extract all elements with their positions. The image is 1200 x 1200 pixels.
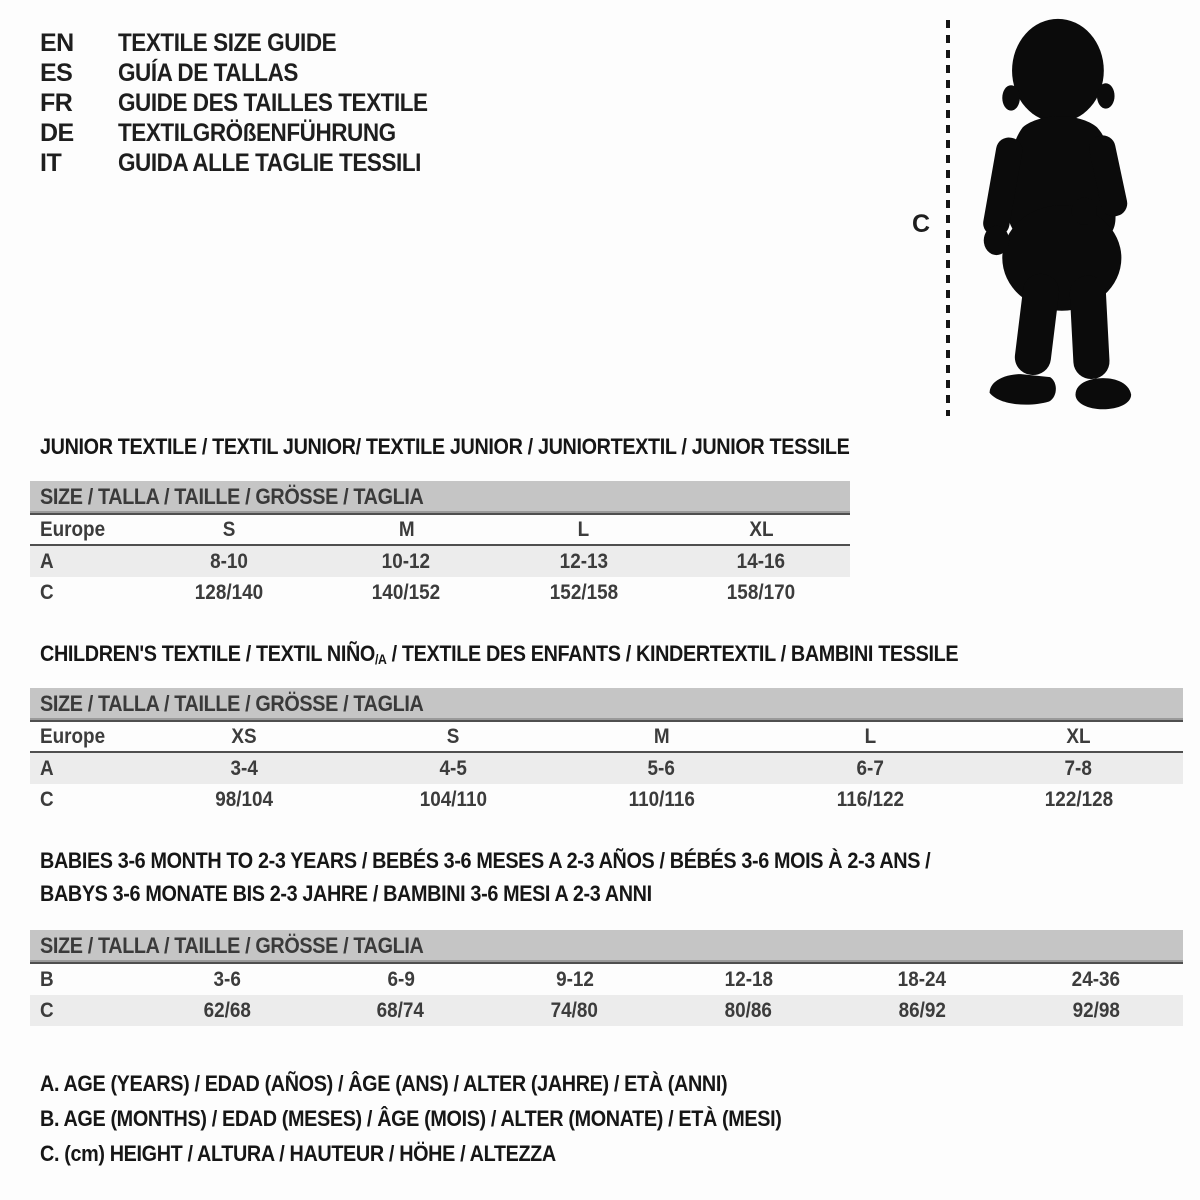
age-cell-text: 12-18 bbox=[724, 967, 773, 991]
table-row-height bbox=[30, 784, 1183, 815]
age-cell-text: 8-10 bbox=[209, 549, 248, 573]
size-cell bbox=[673, 518, 851, 542]
lang-row-it bbox=[40, 148, 462, 178]
height-cell-text: 128/140 bbox=[194, 580, 263, 604]
size-cell-text: XL bbox=[749, 517, 774, 541]
row-label-text: Europe bbox=[40, 517, 106, 541]
age-cell bbox=[318, 550, 496, 574]
size-cell bbox=[140, 518, 318, 542]
age-cell bbox=[557, 757, 766, 781]
size-header-text: SIZE / TALLA / TAILLE / GRÖSSE / TAGLIA bbox=[40, 933, 424, 958]
height-cell-text: 92/98 bbox=[1072, 998, 1120, 1022]
lang-title: TEXTILE SIZE GUIDE bbox=[118, 28, 337, 57]
legend-height-cm-text: C. (cm) HEIGHT / ALTURA / HAUTEUR / HÖHE / ALTEZZA bbox=[40, 1141, 556, 1166]
lang-code: DE bbox=[40, 118, 74, 147]
row-label-text: C bbox=[40, 787, 54, 811]
lang-title: GUIDE DES TAILLES TEXTILE bbox=[118, 88, 428, 117]
height-cell bbox=[140, 999, 314, 1023]
height-cell bbox=[314, 999, 488, 1023]
size-cell-text: M bbox=[398, 517, 415, 541]
children-section-title-text bbox=[40, 641, 958, 667]
lang-code: IT bbox=[40, 148, 62, 177]
height-cell-text: 86/92 bbox=[898, 998, 946, 1022]
height-cell bbox=[488, 999, 662, 1023]
table-row-age-months bbox=[30, 964, 1183, 995]
age-cell-text: 12-13 bbox=[559, 549, 608, 573]
height-cell-text: 80/86 bbox=[724, 998, 773, 1022]
height-dashed-line bbox=[946, 20, 950, 416]
age-cell bbox=[488, 968, 662, 992]
children-size-table bbox=[30, 688, 1183, 815]
age-cell bbox=[140, 968, 314, 992]
junior-section-title bbox=[40, 434, 939, 460]
row-label-text: A bbox=[40, 756, 54, 780]
height-cell-text: 110/116 bbox=[628, 787, 695, 811]
size-cell-text: L bbox=[577, 517, 590, 541]
height-cell bbox=[140, 581, 318, 605]
age-cell bbox=[974, 757, 1183, 781]
age-cell-text: 24-36 bbox=[1071, 967, 1121, 991]
age-cell bbox=[673, 550, 851, 574]
height-cell-text: 74/80 bbox=[550, 998, 599, 1022]
height-cell bbox=[1009, 999, 1183, 1023]
age-cell-text: 18-24 bbox=[898, 967, 947, 991]
age-cell-text: 4-5 bbox=[439, 756, 467, 780]
children-title-pre: CHILDREN'S TEXTILE / TEXTIL NIÑO bbox=[40, 641, 375, 666]
children-section-title bbox=[40, 641, 1060, 667]
row-label-text: Europe bbox=[40, 724, 106, 748]
age-cell bbox=[140, 757, 349, 781]
age-cell bbox=[495, 550, 673, 574]
lang-code: ES bbox=[40, 58, 73, 87]
babies-section-title bbox=[40, 844, 1029, 910]
age-cell bbox=[1009, 968, 1183, 992]
height-cell-text: 152/158 bbox=[549, 580, 618, 604]
age-cell-text: 6-7 bbox=[856, 756, 884, 780]
height-cell bbox=[661, 999, 835, 1023]
row-label-text: A bbox=[40, 549, 54, 573]
age-cell-text: 7-8 bbox=[1065, 756, 1093, 780]
height-cell bbox=[673, 581, 851, 605]
table-row-age bbox=[30, 546, 850, 577]
height-cell bbox=[318, 581, 496, 605]
size-header-bar bbox=[30, 930, 1183, 962]
size-cell-text: XS bbox=[231, 724, 257, 748]
age-cell bbox=[661, 968, 835, 992]
table-row-height bbox=[30, 577, 850, 608]
age-cell-text: 9-12 bbox=[555, 967, 594, 991]
babies-size-table bbox=[30, 930, 1183, 1026]
table-row-europe bbox=[30, 515, 850, 546]
row-label bbox=[30, 999, 140, 1023]
height-cell-text: 62/68 bbox=[203, 998, 251, 1022]
size-cell-text: S bbox=[446, 724, 460, 748]
age-cell bbox=[314, 968, 488, 992]
size-header-text: SIZE / TALLA / TAILLE / GRÖSSE / TAGLIA bbox=[40, 484, 424, 509]
size-cell bbox=[766, 725, 975, 749]
lang-row-es bbox=[40, 58, 462, 88]
row-label bbox=[30, 581, 140, 605]
age-cell-text: 14-16 bbox=[737, 549, 786, 573]
age-cell-text: 3-6 bbox=[213, 967, 241, 991]
height-cell-text: 122/128 bbox=[1044, 787, 1113, 811]
size-header-text: SIZE / TALLA / TAILLE / GRÖSSE / TAGLIA bbox=[40, 691, 424, 716]
lang-row-de bbox=[40, 118, 462, 148]
height-cell bbox=[835, 999, 1009, 1023]
legend-height-cm bbox=[40, 1136, 864, 1171]
legend-age-years bbox=[40, 1066, 864, 1101]
row-label-text: C bbox=[40, 580, 54, 604]
size-cell bbox=[974, 725, 1183, 749]
height-cell bbox=[974, 788, 1183, 812]
baby-silhouette-icon bbox=[962, 12, 1148, 422]
row-label-text: C bbox=[40, 998, 54, 1022]
size-cell bbox=[140, 725, 349, 749]
table-body bbox=[30, 513, 850, 608]
height-cell-text: 68/74 bbox=[377, 998, 425, 1022]
junior-size-table bbox=[30, 481, 850, 608]
age-cell-text: 5-6 bbox=[647, 756, 676, 780]
age-cell-text: 3-4 bbox=[230, 756, 258, 780]
age-cell-text: 10-12 bbox=[382, 549, 431, 573]
size-cell bbox=[495, 518, 673, 542]
row-label bbox=[30, 757, 140, 781]
table-body bbox=[30, 720, 1183, 815]
size-cell-text: XL bbox=[1066, 724, 1091, 748]
size-header-bar bbox=[30, 481, 850, 513]
children-title-sub: /A bbox=[374, 652, 387, 667]
height-cell-text: 158/170 bbox=[727, 580, 796, 604]
age-cell bbox=[349, 757, 558, 781]
size-header-bar bbox=[30, 688, 1183, 720]
lang-row-fr bbox=[40, 88, 462, 118]
size-cell-text: L bbox=[864, 724, 876, 748]
height-measure-label: C bbox=[912, 210, 931, 238]
lang-code: EN bbox=[40, 28, 74, 57]
age-cell bbox=[835, 968, 1009, 992]
height-cell bbox=[140, 788, 349, 812]
babies-title-line1: BABIES 3-6 MONTH TO 2-3 YEARS / BEBÉS 3-6 MESES A 2-3 AÑOS / BÉBÉS 3-6 MOIS À 2-3 ANS / bbox=[40, 848, 931, 873]
size-cell bbox=[349, 725, 558, 749]
lang-title: TEXTILGRÖßENFÜHRUNG bbox=[118, 118, 396, 147]
height-cell-text: 104/110 bbox=[419, 787, 487, 811]
age-cell-text: 6-9 bbox=[387, 967, 415, 991]
height-cell bbox=[557, 788, 766, 812]
height-cell-text: 140/152 bbox=[372, 580, 441, 604]
row-label bbox=[30, 550, 140, 574]
age-cell bbox=[140, 550, 318, 574]
table-body bbox=[30, 962, 1183, 1026]
row-label-text: B bbox=[40, 967, 54, 991]
legend-age-years-text: A. AGE (YEARS) / EDAD (AÑOS) / ÂGE (ANS) / ALTER (JAHRE) / ETÀ (ANNI) bbox=[40, 1071, 728, 1096]
lang-code: FR bbox=[40, 88, 73, 117]
height-cell-text: 98/104 bbox=[215, 787, 274, 811]
row-label bbox=[30, 725, 140, 749]
legend-age-months-text: B. AGE (MONTHS) / EDAD (MESES) / ÂGE (MOIS) / ALTER (MONATE) / ETÀ (MESI) bbox=[40, 1106, 782, 1131]
height-cell bbox=[495, 581, 673, 605]
size-cell bbox=[318, 518, 496, 542]
row-label bbox=[30, 788, 140, 812]
language-title-list bbox=[40, 28, 462, 178]
legend-age-months bbox=[40, 1101, 864, 1136]
measure-legend bbox=[40, 1066, 864, 1171]
row-label bbox=[30, 968, 140, 992]
children-title-post: / TEXTILE DES ENFANTS / KINDERTEXTIL / BAMBINI TESSILE bbox=[386, 641, 959, 666]
babies-title-line2: BABYS 3-6 MONATE BIS 2-3 JAHRE / BAMBINI 3-6 MESI A 2-3 ANNI bbox=[40, 881, 652, 906]
table-row-age bbox=[30, 753, 1183, 784]
size-cell-text: M bbox=[653, 724, 670, 748]
row-label bbox=[30, 518, 140, 542]
height-cell bbox=[349, 788, 558, 812]
lang-title: GUÍA DE TALLAS bbox=[118, 58, 298, 87]
size-cell bbox=[557, 725, 766, 749]
age-cell bbox=[766, 757, 975, 781]
table-row-height bbox=[30, 995, 1183, 1026]
lang-row-en bbox=[40, 28, 462, 58]
height-cell bbox=[766, 788, 975, 812]
height-cell-text: 116/122 bbox=[836, 787, 904, 811]
junior-section-title-text: JUNIOR TEXTILE / TEXTIL JUNIOR/ TEXTILE JUNIOR / JUNIORTEXTIL / JUNIOR TESSILE bbox=[40, 434, 850, 459]
table-row-europe bbox=[30, 722, 1183, 753]
lang-title: GUIDA ALLE TAGLIE TESSILI bbox=[118, 148, 421, 177]
size-cell-text: S bbox=[222, 517, 236, 541]
